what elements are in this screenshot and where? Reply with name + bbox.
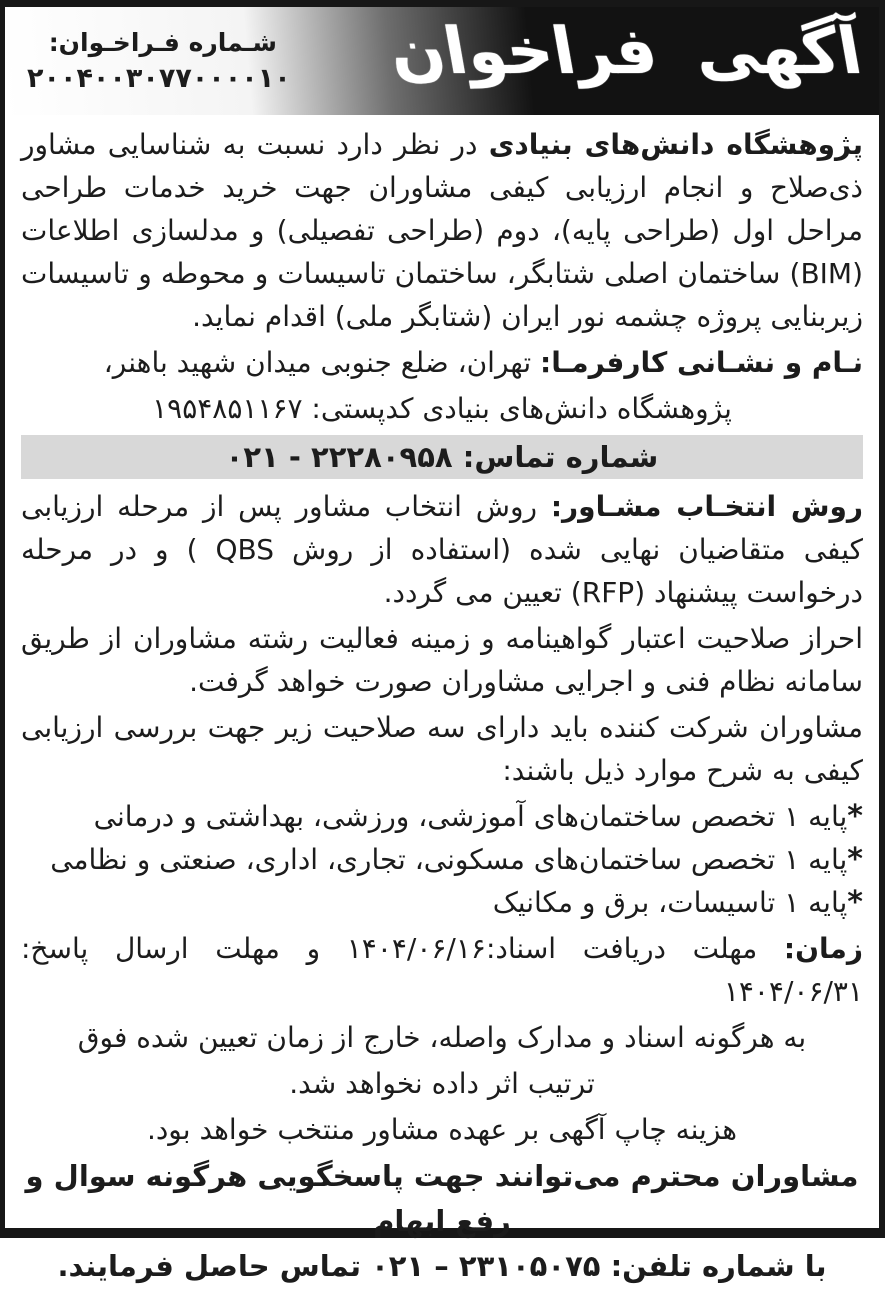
qualification-paragraph: احراز صلاحیت اعتبار گواهینامه و زمینه فعالیت رشته مشاوران از طریق سامانه نظام فنی و اجرایی مشاوران صورت خواهد گرفت.	[21, 622, 863, 698]
deadline-paragraph	[21, 927, 863, 1013]
intro-paragraph	[21, 123, 863, 338]
list-item-text: پایه ۱ تخصص ساختمان‌های آموزشی، ورزشی، بهداشتی و درمانی	[93, 800, 848, 833]
list-item-text: پایه ۱ تخصص ساختمان‌های مسکونی، تجاری، اداری، صنعتی و نظامی	[50, 843, 848, 876]
contact-note-line2: با شماره تلفن: ۲۳۱۰۵۰۷۵ – ۰۲۱ تماس حاصل فرمایند.	[57, 1249, 827, 1283]
deadline-note-line2: ترتیب اثر داده نخواهد شد.	[289, 1067, 595, 1100]
advert-title: آگهی فراخوان	[383, 15, 868, 89]
advert-header	[5, 7, 879, 115]
employer-text: تهران، ضلع جنوبی میدان شهید باهنر،	[103, 346, 541, 379]
print-cost-note: هزینه چاپ آگهی بر عهده مشاور منتخب خواهد بود.	[146, 1113, 738, 1146]
star-bullet-icon: *	[847, 842, 863, 877]
advert-content	[5, 115, 879, 1289]
deadline-note-line1: به هرگونه اسناد و مدارک واصله، خارج از زمان تعیین شده فوق	[77, 1021, 807, 1054]
call-number-block	[27, 27, 291, 96]
selection-method-text: روش انتخاب مشاور پس از مرحله ارزیابی کیفی متقاضیان نهایی شده (استفاده از روش QBS ) و در مرحله درخواست پیشنهاد (RFP) تعیین می گردد.	[21, 490, 863, 609]
employer-line2: پژوهشگاه دانش‌های بنیادی کدپستی: ۱۹۵۴۸۵۱۱۶۷	[152, 392, 732, 425]
selection-method-paragraph	[21, 485, 863, 614]
list-item	[21, 881, 863, 924]
star-bullet-icon: *	[847, 885, 863, 920]
deadline-lead: زمان:	[783, 932, 863, 965]
call-number-value: ۲۰۰۴۰۰۳۰۷۷۰۰۰۰۱۰	[27, 63, 291, 95]
employer-lead: نـام و نشـانی کارفرمـا:	[540, 346, 863, 379]
employer-paragraph	[21, 341, 863, 384]
call-number-label: شـماره فـراخـوان:	[48, 28, 277, 57]
qualification-list	[21, 795, 863, 924]
contact-number-bar: شماره تماس: ۲۲۲۸۰۹۵۸ - ۰۲۱	[21, 435, 863, 479]
list-item	[21, 838, 863, 881]
intro-lead: پژوهشگاه دانش‌های بنیادی	[488, 128, 863, 161]
intro-text: در نظر دارد نسبت به شناسایی مشاور ذی‌صلاح و انجام ارزیابی کیفی مشاوران جهت خرید خدمات طراحی مراحل اول (طراحی پایه)، دوم (طراحی تفصیلی) و مدلسازی اطلاعات (BIM) ساختمان اصلی شتابگر، ساختمان تاسیسات و محوطه و تاسیسات زیربنایی پروژه چشمه نور ایران (شتابگر ملی) اقدام نماید.	[21, 128, 863, 333]
requirement-intro: مشاوران شرکت کننده باید دارای سه صلاحیت زیر جهت بررسی ارزیابی کیفی به شرح موارد ذیل باشند:	[21, 711, 863, 787]
contact-note-line1: مشاوران محترم می‌توانند جهت پاسخگویی هرگونه سوال و رفع ابهام	[25, 1159, 859, 1238]
deadline-text: مهلت دریافت اسناد:۱۴۰۴/۰۶/۱۶ و مهلت ارسال پاسخ: ۱۴۰۴/۰۶/۳۱	[21, 932, 863, 1008]
selection-method-lead: روش انتخـاب مشـاور:	[550, 490, 863, 523]
list-item	[21, 795, 863, 838]
star-bullet-icon: *	[847, 799, 863, 834]
list-item-text: پایه ۱ تاسیسات، برق و مکانیک	[492, 886, 848, 919]
